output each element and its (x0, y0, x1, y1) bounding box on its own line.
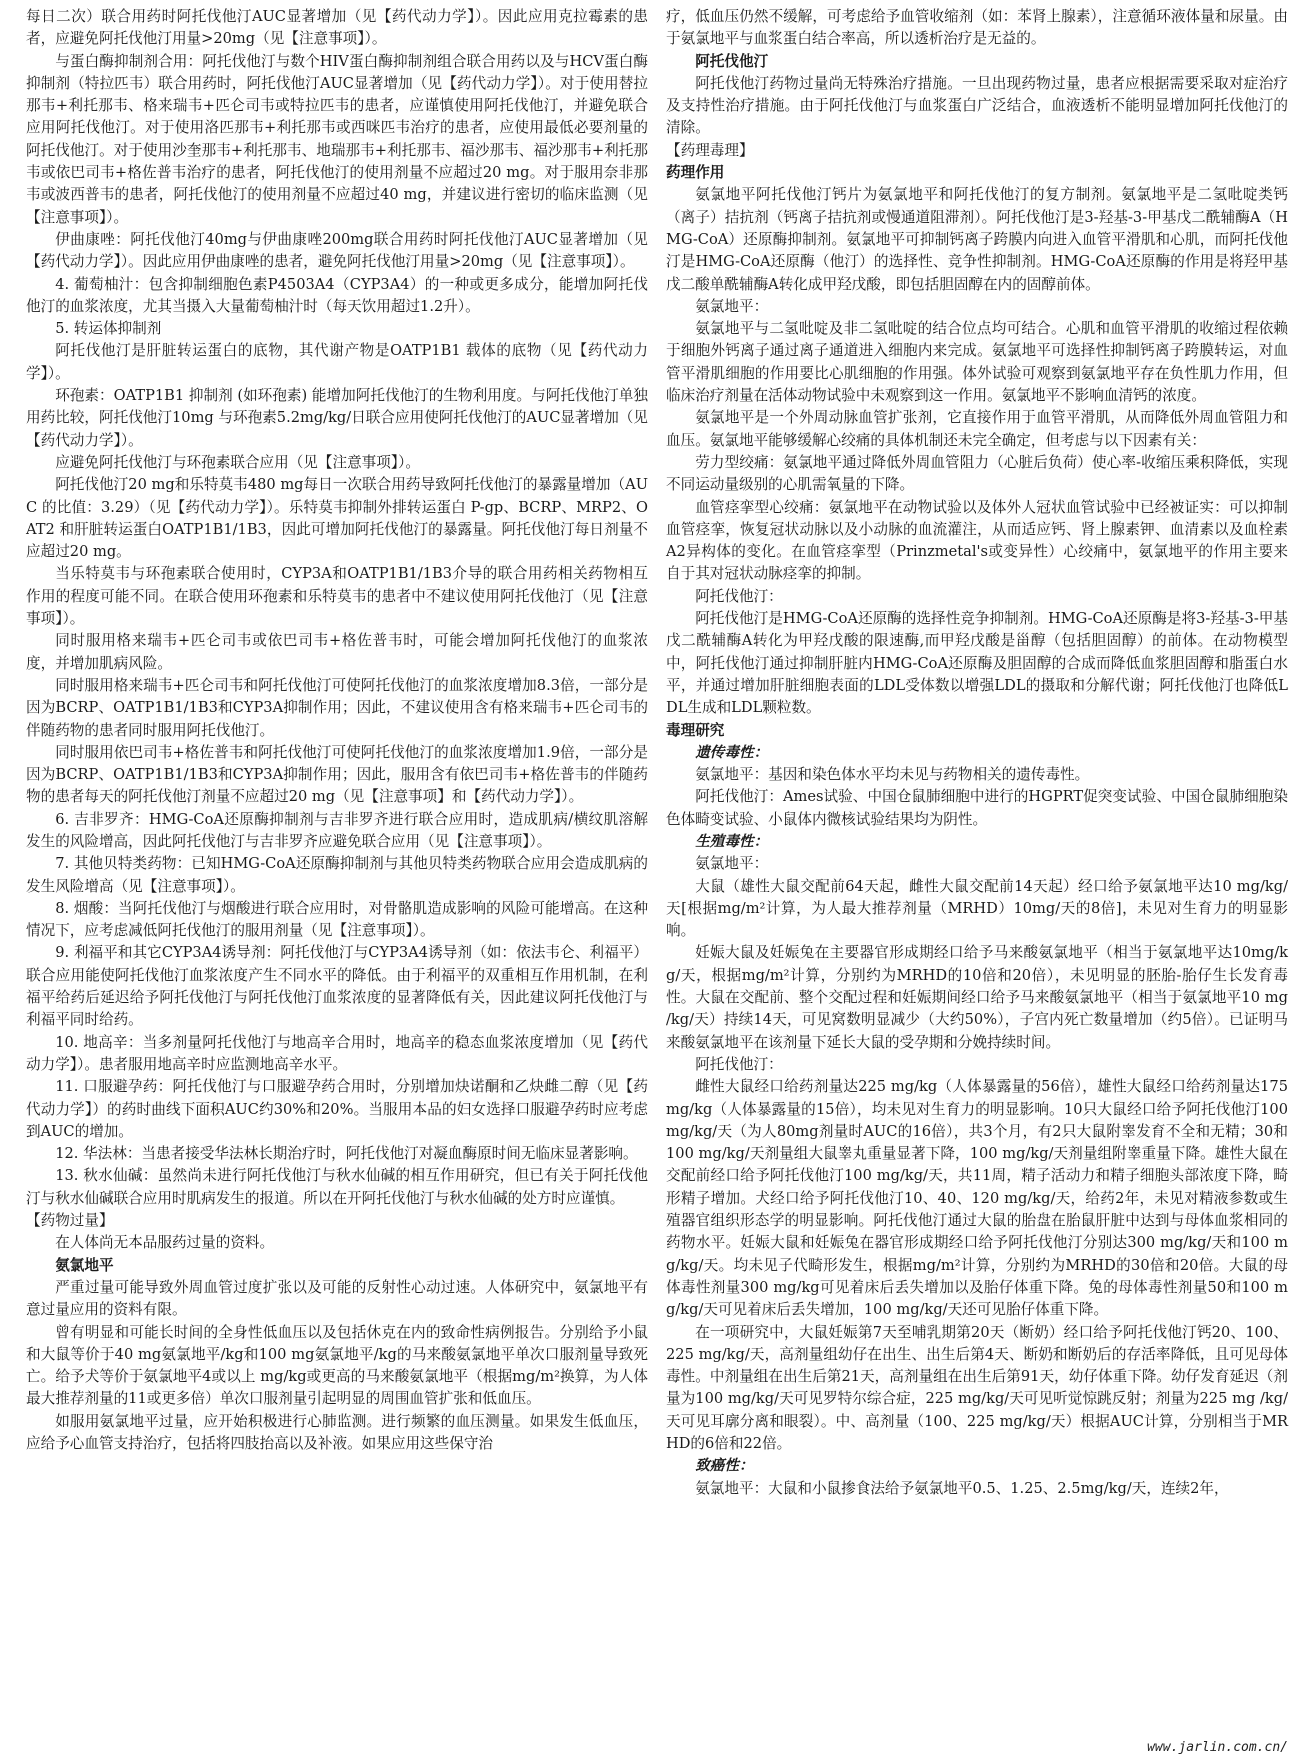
right-column (666, 6, 1288, 1500)
paragraph: 阿托伐他汀： (695, 1055, 783, 1073)
subsection-heading: 阿托伐他汀 (695, 52, 769, 70)
subsection-heading: 生殖毒性： (695, 832, 769, 850)
section-heading: 药理作用 (666, 164, 725, 182)
paragraph: 阿托伐他汀： (695, 587, 783, 605)
paragraph: 同时服用格来瑞韦+匹仑司韦和阿托伐他汀可使阿托伐他汀的血浆浓度增加8.3倍，一部分是因为BCRP、OATP1B1/1B3和CYP3A抑制作用；因此，不建议使用含有格来瑞韦+匹仑司韦的伴随药物的患者同时服用阿托伐他汀。 (26, 676, 648, 739)
subsection-heading: 氨氯地平 (55, 1256, 114, 1274)
paragraph: 氨氯地平阿托伐他汀钙片为氨氯地平和阿托伐他汀的复方制剂。氨氯地平是二氢吡啶类钙（离子）拮抗剂（钙离子拮抗剂或慢通道阻滞剂）。阿托伐他汀是3-羟基-3-甲基戊二酰辅酶A（HMG-CoA）还原酶抑制剂。氨氯地平可抑制钙离子跨膜内向进入血管平滑肌和心肌，而阿托伐他汀是HMG-CoA还原酶（他汀）的选择性、竞争性抑制剂。HMG-CoA还原酶的作用是将羟甲基戊二酸单酰辅酶A转化成甲羟戊酸，即包括胆固醇在内的固醇前体。 (666, 186, 1288, 293)
paragraph: 阿托伐他汀是HMG-CoA还原酶的选择性竞争抑制剂。HMG-CoA还原酶是将3-羟基-3-甲基戊二酰辅酶A转化为甲羟戊酸的限速酶,而甲羟戊酸是甾醇（包括胆固醇）的前体。在动物模型中，阿托伐他汀通过抑制肝脏内HMG-CoA还原酶及胆固醇的合成而降低血浆胆固醇和脂蛋白水平，并通过增加肝脏细胞表面的LDL受体数以增强LDL的摄取和分解代谢；阿托伐他汀也降低LDL生成和LDL颗粒数。 (666, 610, 1288, 717)
paragraph: 13. 秋水仙碱：虽然尚未进行阿托伐他汀与秋水仙碱的相互作用研究，但已有关于阿托伐他汀与秋水仙碱联合应用时肌病发生的报道。所以在开阿托伐他汀与秋水仙碱的处方时应谨慎。 (26, 1167, 648, 1207)
paragraph: 环孢素：OATP1B1 抑制剂 (如环孢素) 能增加阿托伐他汀的生物利用度。与阿托伐他汀单独用药比较，阿托伐他汀10mg 与环孢素5.2mg/kg/日联合应用使阿托伐他汀的AUC显著增加（见【药代动力学】）。 (26, 387, 648, 449)
paragraph: 【药理毒理】 (666, 141, 754, 159)
subsection-heading: 致癌性： (695, 1457, 754, 1475)
section-heading: 毒理研究 (666, 721, 725, 739)
paragraph: 4. 葡萄柚汁：包含抑制细胞色素P4503A4（CYP3A4）的一种或更多成分，能增加阿托伐他汀的血浆浓度，尤其当摄入大量葡萄柚汁时（每天饮用超过1.2升）。 (26, 275, 648, 315)
paragraph: 氨氯地平：大鼠和小鼠掺食法给予氨氯地平0.5、1.25、2.5mg/kg/天，连续2年， (695, 1479, 1229, 1497)
paragraph: 每日二次）联合用药时阿托伐他汀AUC显著增加（见【药代动力学】）。因此应用克拉霉素的患者，应避免阿托伐他汀用量>20mg（见【注意事项】）。 (26, 8, 648, 48)
paragraph: 大鼠（雄性大鼠交配前64天起，雌性大鼠交配前14天起）经口给予氨氯地平达10 mg/kg/天[根据mg/m²计算，为人最大推荐剂量（MRHD）10mg/天的8倍]，未见对生育力的明显影响。 (666, 877, 1288, 940)
paragraph: 12. 华法林：当患者接受华法林长期治疗时，阿托伐他汀对凝血酶原时间无临床显著影响。 (55, 1145, 638, 1163)
paragraph: 11. 口服避孕药：阿托伐他汀与口服避孕药合用时，分别增加炔诺酮和乙炔雌二醇（见【药代动力学】）的药时曲线下面积AUC约30%和20%。当服用本品的妇女选择口服避孕药时应考虑到AUC的增加。 (26, 1078, 648, 1140)
paragraph: 曾有明显和可能长时间的全身性低血压以及包括休克在内的致命性病例报告。分别给予小鼠和大鼠等价于40 mg氨氯地平/kg和100 mg氨氯地平/kg的马来酸氨氯地平单次口服剂量导致死亡。给予犬等价于氨氯地平4或以上 mg/kg或更高的马来酸氨氯地平（根据mg/m²换算，为人体最大推荐剂量的11或更多倍）单次口服剂量引起明显的周围血管扩张和低血压。 (26, 1323, 648, 1408)
paragraph: 阿托伐他汀：Ames试验、中国仓鼠肺细胞中进行的HGPRT促突变试验、中国仓鼠肺细胞染色体畸变试验、小鼠体内微核试验结果均为阴性。 (666, 788, 1288, 828)
paragraph: 同时服用依巴司韦+格佐普韦和阿托伐他汀可使阿托伐他汀的血浆浓度增加1.9倍，一部分是因为BCRP、OATP1B1/1B3和CYP3A抑制作用；因此，服用含有依巴司韦+格佐普韦的伴随药物的患者每天的阿托伐他汀剂量不应超过20 mg（见【注意事项】和【药代动力学】）。 (26, 743, 648, 806)
paragraph: 妊娠大鼠及妊娠兔在主要器官形成期经口给予马来酸氨氯地平（相当于氨氯地平达10mg/kg/天，根据mg/m²计算，分别约为MRHD的10倍和20倍），未见明显的胚胎-胎仔生长发育毒性。大鼠在交配前、整个交配过程和妊娠期间经口给予马来酸氨氯地平（相当于氨氯地平10 mg /kg/天）持续14天，可见窝数明显减少（大约50%），子宫内死亡数量增加（约5倍）。已证明马来酸氨氯地平在该剂量下延长大鼠的受孕期和分娩持续时间。 (666, 944, 1288, 1051)
paragraph: 同时服用格来瑞韦+匹仑司韦或依巴司韦+格佐普韦时，可能会增加阿托伐他汀的血浆浓度，并增加肌病风险。 (26, 632, 648, 672)
paragraph: 10. 地高辛：当多剂量阿托伐他汀与地高辛合用时，地高辛的稳态血浆浓度增加（见【药代动力学】）。患者服用地高辛时应监测地高辛水平。 (26, 1033, 648, 1073)
paragraph: 阿托伐他汀20 mg和乐特莫韦480 mg每日一次联合用药导致阿托伐他汀的暴露量增加（AUC 的比值：3.29）（见【药代动力学】）。乐特莫韦抑制外排转运蛋白 P-gp、BCRP、MRP2、OAT2 和肝脏转运蛋白OATP1B1/1B3，因此可增加阿托伐他汀的暴露量。阿托伐他汀每日剂量不应超过20 mg。 (26, 476, 648, 561)
paragraph: 氨氯地平是一个外周动脉血管扩张剂，它直接作用于血管平滑肌，从而降低外周血管阻力和血压。氨氯地平能够缓解心绞痛的具体机制还未完全确定，但考虑与以下因素有关： (666, 409, 1288, 449)
paragraph: 5. 转运体抑制剂 (55, 320, 162, 338)
paragraph: 阿托伐他汀药物过量尚无特殊治疗措施。一旦出现药物过量，患者应根据需要采取对症治疗及支持性治疗措施。由于阿托伐他汀与血浆蛋白广泛结合，血液透析不能明显增加阿托伐他汀的清除。 (666, 74, 1288, 137)
paragraph: 应避免阿托伐他汀与环孢素联合应用（见【注意事项】）。 (55, 453, 421, 471)
paragraph: 伊曲康唑：阿托伐他汀40mg与伊曲康唑200mg联合用药时阿托伐他汀AUC显著增加（见【药代动力学】）。因此应用伊曲康唑的患者，避免阿托伐他汀用量>20mg（见【注意事项】）。 (26, 230, 648, 271)
paragraph: 如服用氨氯地平过量，应开始积极进行心肺监测。进行频繁的血压测量。如果发生低血压，应给予心血管支持治疗，包括将四肢抬高以及补液。如果应用这些保守治 (26, 1412, 648, 1452)
subsection-heading: 遗传毒性： (695, 743, 769, 761)
left-column (26, 6, 648, 1455)
paragraph: 在人体尚无本品服药过量的资料。 (55, 1234, 275, 1252)
paragraph: 雌性大鼠经口给药剂量达225 mg/kg（人体暴露量的56倍），雄性大鼠经口给药剂量达175 mg/kg（人体暴露量的15倍），均未见对生育力的明显影响。10只大鼠经口给予阿托伐他汀100 mg/kg/天（为人80mg剂量时AUC的16倍），共3个月，有2只大鼠附睾发育不全和无精；30和100 mg/kg/天剂量组大鼠睾丸重量显著下降，100 mg/kg/天剂量组附睾重量下降。雄性大鼠在交配前经口给予阿托伐他汀100 mg/kg/天，共11周，精子活动力和精子细胞头部浓度下降，畸形精子增加。犬经口给予阿托伐他汀10、40、120 mg/kg/天，给药2年，未见对精液参数或生殖器官组织形态学的明显影响。阿托伐他汀通过大鼠的胎盘在胎鼠肝脏中达到与母体血浆相同的药物水平。妊娠大鼠和妊娠兔在器官形成期经口给予阿托伐他汀分别达300 mg/kg/天和100 mg/kg/天。均未见子代畸形发生，根据mg/m²计算，分别约为MRHD的30倍和20倍。大鼠的母体毒性剂量300 mg/kg可见着床后丢失增加以及胎仔体重下降。兔的母体毒性剂量50和100 mg/kg/天可见着床后丢失增加，100 mg/kg/天还可见胎仔体重下降。 (666, 1078, 1288, 1319)
paragraph: 氨氯地平： (695, 297, 769, 315)
paragraph: 氨氯地平与二氢吡啶及非二氢吡啶的结合位点均可结合。心肌和血管平滑肌的收缩过程依赖于细胞外钙离子通过离子通道进入细胞内来完成。氨氯地平可选择性抑制钙离子跨膜转运，对血管平滑肌细胞的作用要比心肌细胞的作用强。体外试验可观察到氨氯地平存在负性肌力作用，但临床治疗剂量在活体动物试验中未观察到这一作用。氨氯地平不影响血清钙的浓度。 (666, 320, 1288, 405)
paragraph: 疗，低血压仍然不缓解，可考虑给予血管收缩剂（如：苯肾上腺素），注意循环液体量和尿量。由于氨氯地平与血浆蛋白结合率高，所以透析治疗是无益的。 (666, 8, 1288, 48)
site-watermark: www.jarlin.com.cn/ (1147, 1740, 1288, 1755)
paragraph: 在一项研究中，大鼠妊娠第7天至哺乳期第20天（断奶）经口给予阿托伐他汀钙20、100、225 mg/kg/天，高剂量组幼仔在出生、出生后第4天、断奶和断奶后的存活率降低，且可见母体毒性。中剂量组在出生后第21天，高剂量组在出生后第91天，幼仔体重下降。幼仔发育延迟（剂量为100 mg/kg/天可见罗特尔综合症，225 mg/kg/天可见听觉惊跳反射；剂量为225 mg /kg/天可见耳廓分离和眼裂）。中、高剂量（100、225 mg/kg/天）根据AUC计算，分别相当于MRHD的6倍和22倍。 (666, 1323, 1288, 1452)
paragraph: 氨氯地平： (695, 855, 769, 873)
paragraph: 【药物过量】 (26, 1212, 114, 1230)
paragraph: 劳力型绞痛：氨氯地平通过降低外周血管阻力（心脏后负荷）使心率-收缩压乘积降低，实现不同运动量级别的心肌需氧量的下降。 (666, 453, 1288, 494)
paragraph: 8. 烟酸：当阿托伐他汀与烟酸进行联合应用时，对骨骼肌造成影响的风险可能增高。在这种情况下，应考虑减低阿托伐他汀的服用剂量（见【注意事项】）。 (26, 899, 648, 940)
paragraph: 当乐特莫韦与环孢素联合使用时，CYP3A和OATP1B1/1B3介导的联合用药相关药物相互作用的程度可能不同。在联合使用环孢素和乐特莫韦的患者中不建议使用阿托伐他汀（见【注意事项】）。 (26, 565, 648, 628)
paragraph: 血管痉挛型心绞痛：氨氯地平在动物试验以及体外人冠状血管试验中已经被证实：可以抑制血管痉挛，恢复冠状动脉以及小动脉的血流灌注，从而适应钙、肾上腺素钾、血清素以及血栓素A2异构体的变化。在血管痉挛型（Prinzmetal's或变异性）心绞痛中，氨氯地平的作用主要来自于其对冠状动脉痉挛的抑制。 (666, 498, 1288, 583)
paragraph: 6. 吉非罗齐：HMG-CoA还原酶抑制剂与吉非罗齐进行联合应用时，造成肌病/横纹肌溶解发生的风险增高，因此阿托伐他汀与吉非罗齐应避免联合应用（见【注意事项】）。 (26, 810, 648, 850)
paragraph: 严重过量可能导致外周血管过度扩张以及可能的反射性心动过速。人体研究中，氨氯地平有意过量应用的资料有限。 (26, 1278, 648, 1319)
paragraph: 9. 利福平和其它CYP3A4诱导剂：阿托伐他汀与CYP3A4诱导剂（如：依法韦仑、利福平）联合应用能使阿托伐他汀血浆浓度产生不同水平的降低。由于利福平的双重相互作用机制，在利福平给药后延迟给予阿托伐他汀与阿托伐他汀血浆浓度的显著降低有关，因此建议阿托伐他汀与利福平同时给药。 (26, 944, 648, 1029)
paragraph: 7. 其他贝特类药物：已知HMG-CoA还原酶抑制剂与其他贝特类药物联合应用会造成肌病的发生风险增高（见【注意事项】）。 (26, 855, 648, 895)
paragraph: 阿托伐他汀是肝脏转运蛋白的底物，其代谢产物是OATP1B1 载体的底物（见【药代动力学】）。 (26, 342, 648, 382)
paragraph: 与蛋白酶抑制剂合用：阿托伐他汀与数个HIV蛋白酶抑制剂组合联合用药以及与HCV蛋白酶抑制剂（特拉匹韦）联合用药时，阿托伐他汀AUC显著增加（见【药代动力学】）。对于使用替拉那韦+利托那韦、格来瑞韦+匹仑司韦或特拉匹韦的患者，应谨慎使用阿托伐他汀，并避免联合应用阿托伐他汀。对于使用洛匹那韦+利托那韦或西咪匹韦治疗的患者，应使用最低必要剂量的阿托伐他汀。对于使用沙奎那韦+利托那韦、地瑞那韦+利托那韦、福沙那韦、福沙那韦+利托那韦或依巴司韦+格佐普韦治疗的患者，阿托伐他汀的使用剂量不应超过20 mg。对于服用奈非那韦或波西普韦的患者，阿托伐他汀的使用剂量不应超过40 mg，并建议进行密切的临床监测（见【注意事项】）。 (26, 52, 648, 226)
paragraph: 氨氯地平：基因和染色体水平均未见与药物相关的遗传毒性。 (695, 766, 1090, 784)
